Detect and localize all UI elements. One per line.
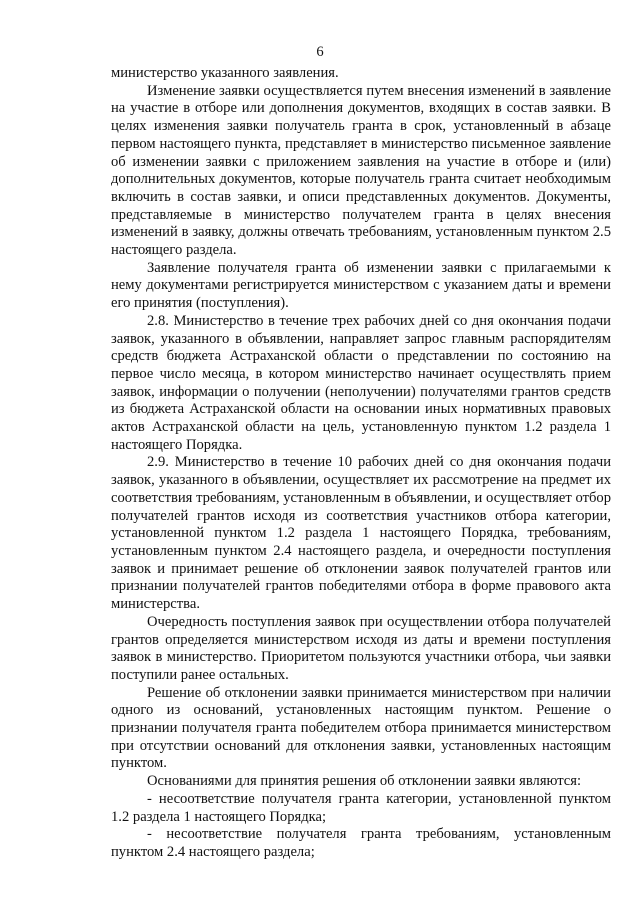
paragraph-rejection-grounds-intro: Основаниями для принятия решения об отклонении заявки являются: — [147, 773, 582, 790]
paragraph-rejection-decision: Решение об отклонении заявки принимается министерством при наличии одного из оснований, установленных настоящим пунктом. Решение о признании получателя гранта победителем отбора принимается министерством при отсутствии оснований для отклонения заявки, установленных настоящим пунктом. — [111, 684, 611, 772]
page-number: 6 — [316, 44, 324, 60]
paragraph-change-registration: Заявление получателя гранта об изменении заявки с прилагаемыми к нему документами регистрируется министерством с указанием даты и времени его принятия (поступления). — [111, 259, 611, 312]
paragraph-2-9: 2.9. Министерство в течение 10 рабочих дней со дня окончания подачи заявок, указанного в объявлении, осуществляет их рассмотрение на предмет их соответствия требованиям, установленным в объявлении, и осуществляет отбор получателей грантов исходя из соответствия участников отбора категории, установленной пунктом 1.2 раздела 1 настоящего Порядка, требованиям, установленным пунктом 2.4 настоящего раздела, и очередности поступления заявок и принимает решение об отклонении заявок получателей грантов или признании получателей грантов победителями отбора в форме правового акта министерства. — [111, 454, 611, 613]
document-body — [111, 65, 611, 862]
paragraph-application-change: Изменение заявки осуществляется путем внесения изменений в заявление на участие в отборе или дополнения документов, входящих в состав заявки. В целях изменения заявки получатель гранта в срок, установленный в абзаце первом настоящего пункта, представляет в министерство письменное заявление об изменении заявки с приложением заявления на участие в отборе и (или) дополнительных документов, которые получатель гранта считает необходимым включить в состав заявки, и описи представленных документов. Документы, представляемые в министерство получателем гранта в целях внесения изменений в заявку, должны отвечать требованиям, установленным пунктом 2.5 настоящего раздела. — [111, 82, 611, 259]
paragraph-continuation: министерство указанного заявления. — [111, 65, 339, 81]
paragraph-2-8: 2.8. Министерство в течение трех рабочих дней со дня окончания подачи заявок, указанного в объявлении, направляет запрос главным распорядителям средств бюджета Астраханской области о представлении по состоянию на первое число месяца, в котором министерство начинает осуществлять прием заявок, информации о получении (неполучении) получателями грантов средств из бюджета Астраханской области на основании иных нормативных правовых актов Астраханской области на цель, установленную пунктом 1.2 раздела 1 настоящего Порядка. — [111, 312, 611, 453]
list-item-category-mismatch: - несоответствие получателя гранта категории, установленной пунктом 1.2 раздела 1 настоящего Порядка; — [111, 790, 611, 825]
paragraph-order-of-submission: Очередность поступления заявок при осуществлении отбора получателей грантов определяется министерством исходя из даты и времени поступления заявок в министерство. Приоритетом пользуются участники отбора, чьи заявки поступили ранее остальных. — [111, 613, 611, 683]
list-item-requirements-mismatch: - несоответствие получателя гранта требованиям, установленным пунктом 2.4 настоящего раздела; — [111, 826, 611, 860]
